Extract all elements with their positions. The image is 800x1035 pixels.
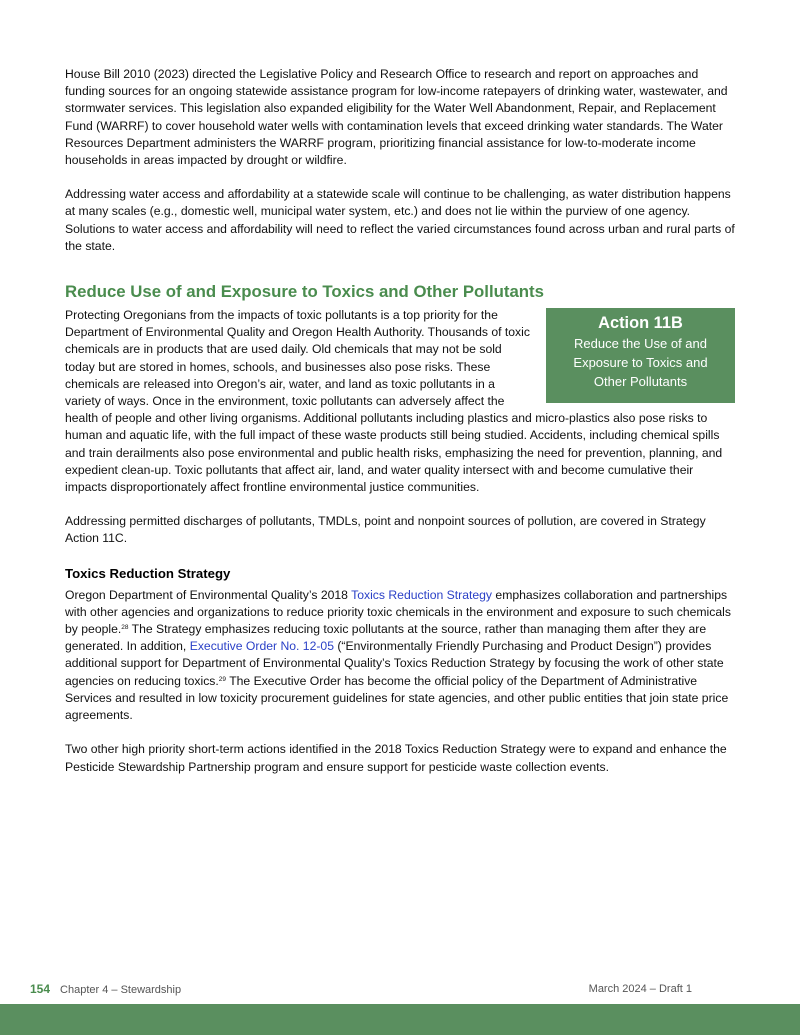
intro-paragraph-1: House Bill 2010 (2023) directed the Legislative Policy and Research Office to research and report on approaches and funding sources for an ongoing statewide assistance program for low-income ratepayers of drinking water, wastewater, and stormwater services. This legislation also expanded eligibility for the Water Well Abandonment, Repair, and Replacement Fund (WARRF) to cover household water wells with contamination levels that exceed drinking water standards. The Water Resources Department administers the WARRF program, prioritizing financial assistance for low-to-moderate income households in areas impacted by drought or wildfire. [65, 67, 728, 168]
section-paragraph-1: Protecting Oregonians from the impacts of toxic pollutants is a top priority for the Department of Environmental Quality and Oregon Health Authority. Thousands of toxic chemicals are in products that are used daily. Old chemicals that may not be sold today but are stored in homes, schools, and businesses also pose risks. These chemicals are released into Oregon’s air, water, and land as toxic pollutants in a variety of ways. Once in the environment, toxic pollutants can adversely affect the health of people and other living organisms. Additional pollutants including plastics and micro-plastics also pose risks to human and aquatic life, with the full impact of these waste products still being studied. Accidents, including chemical spills and train derailments also pose environmental and public health risks, emphasizing the need for prevention, planning, and expedient clean-up. Toxic pollutants that affect air, land, and water quality intersect with and become cumulative their impacts disproportionately affect frontline environmental justice communities. [65, 308, 723, 495]
callout-title: Action 11B [598, 314, 683, 333]
footer-bar [0, 1004, 800, 1035]
text-run: The Executive Order has become the official policy of the Department of Administrative Services and resulted in low toxicity procurement guidelines for state agencies, and other public entities that join state price agreements. [65, 673, 729, 723]
section-heading: Reduce Use of and Exposure to Toxics and Other Pollutants [65, 282, 544, 302]
footnote-29[interactable]: 29 [218, 675, 227, 683]
text-run: (“Environmentally Friendly Purchasing and Product Design”) provides additional support for Department of Environmental Quality’s Toxics Reduction Strategy by focusing the work of other state agencies on reducing toxics. [65, 639, 724, 688]
chapter-label: Chapter 4 – Stewardship [60, 984, 182, 996]
subsection-heading: Toxics Reduction Strategy [65, 565, 231, 581]
text-run: Oregon Department of Environmental Quality’s 2018 [65, 587, 352, 602]
toxics-reduction-strategy-link[interactable]: Toxics Reduction Strategy [351, 587, 493, 602]
subsection-paragraph-2: Two other high priority short-term actions identified in the 2018 Toxics Reduction Strategy were to expand and enhance the Pesticide Stewardship Partnership program and ensure support for pesticide waste collection events. [65, 742, 727, 774]
text-run: emphasizes collaboration and partnerships with other agencies and organizations to reduce priority toxic chemicals in the environment and exposure to such chemicals by people. [65, 587, 731, 637]
text-run: The Strategy emphasizes reducing toxic pollutants at the source, rather than managing them after they are generated. In addition, [65, 622, 707, 654]
footnote-28[interactable]: 28 [121, 624, 129, 632]
action-callout-box [546, 308, 735, 403]
draft-date: March 2024 – Draft 1 [588, 983, 692, 995]
executive-order-link[interactable]: Executive Order No. 12-05 [189, 639, 334, 654]
intro-paragraph-2: Addressing water access and affordability at a statewide scale will continue to be challenging, as water distribution happens at many scales (e.g., domestic well, municipal water system, etc.) and does not lie within the purview of one agency. Solutions to water access and affordability will need to reflect the varied circumstances found across urban and rural parts of the state. [65, 187, 735, 253]
page-footer [30, 982, 700, 996]
page-number: 154 [30, 982, 51, 996]
subsection-paragraph-1 [65, 587, 735, 725]
callout-subtitle: Reduce the Use of and Exposure to Toxics and Other Pollutants [573, 336, 708, 390]
section-paragraph-2: Addressing permitted discharges of pollutants, TMDLs, point and nonpoint sources of pollution, are covered in Strategy Action 11C. [65, 514, 706, 546]
page-content [65, 66, 735, 793]
